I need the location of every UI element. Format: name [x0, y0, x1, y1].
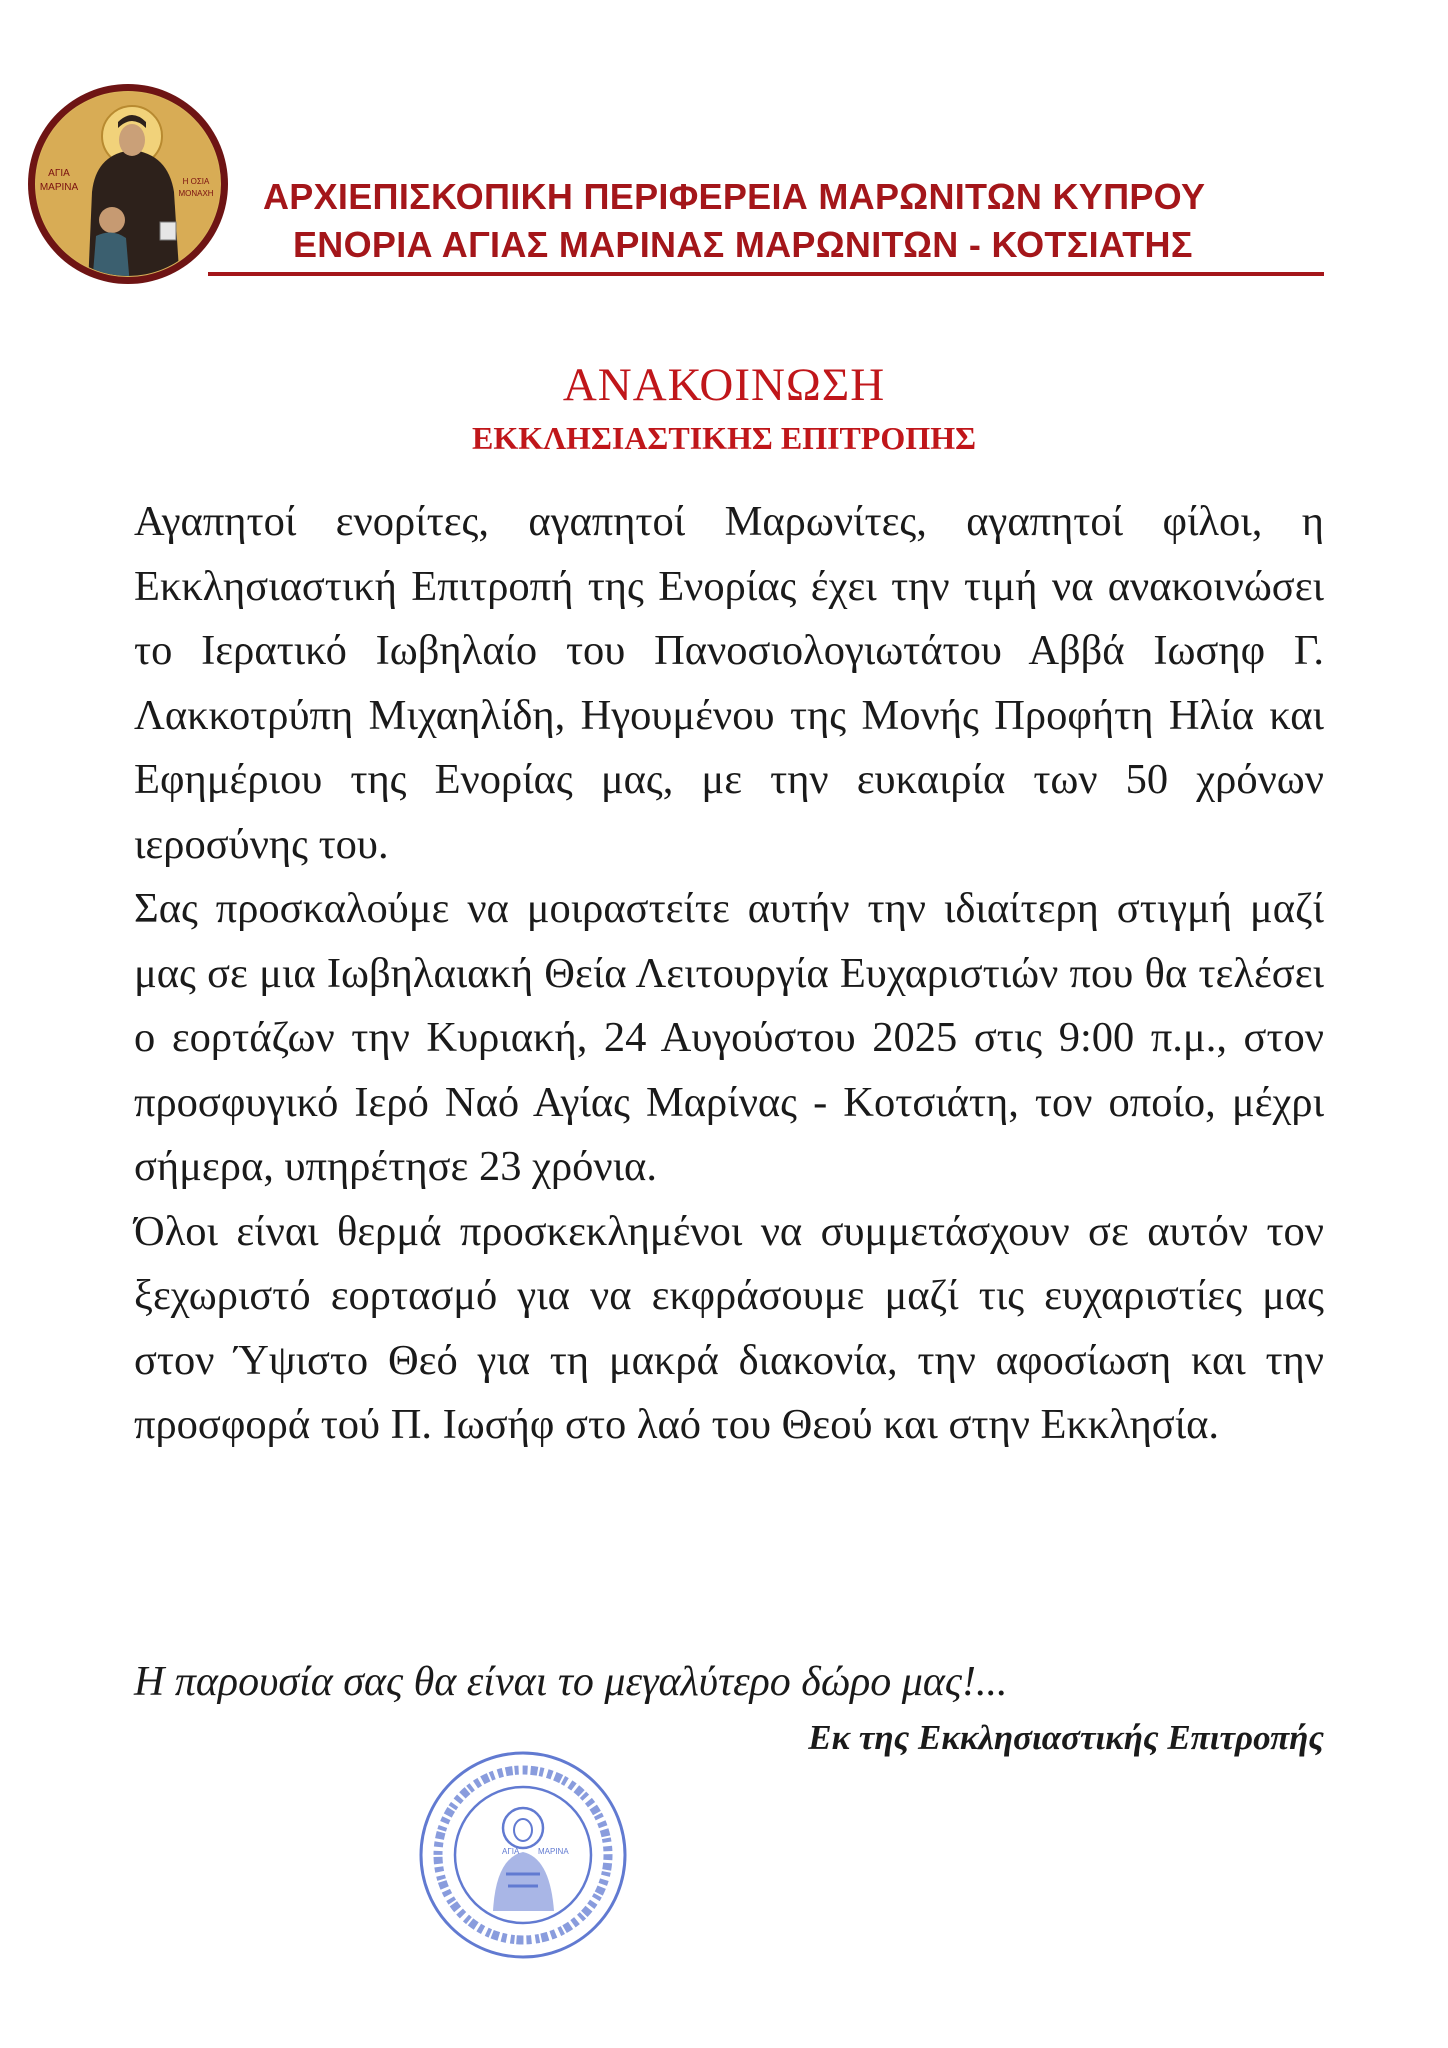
- parish-name: ΕΝΟΡΙΑ ΑΓΙΑΣ ΜΑΡΙΝΑΣ ΜΑΡΩΝΙΤΩΝ - ΚΟΤΣΙΑΤΗΣ: [293, 224, 1193, 265]
- announcement-subtitle: ΕΚΚΛΗΣΙΑΣΤΙΚΗΣ ΕΠΙΤΡΟΠΗΣ: [471, 420, 977, 456]
- header-divider: [208, 272, 1324, 276]
- svg-text:ΑΓΙΑ: ΑΓΙΑ: [48, 168, 70, 179]
- svg-text:ΜΑΡΙΝΑ: ΜΑΡΙΝΑ: [39, 182, 79, 193]
- svg-text:ΜΑΡΙΝΑ: ΜΑΡΙΝΑ: [538, 1847, 569, 1856]
- body-paragraph-2: Σας προσκαλούμε να μοιραστείτε αυτήν την ιδιαίτερη στιγμή μαζί μας σε μια Ιωβηλαιακή Θεία Λειτουργία Ευχαριστιών που θα τελέσει ο εορτάζων την Κυριακή, 24 Αυγούστου 2025 στις 9:00 π.μ., στον προσφυγικό Ιερό Ναό Αγίας Μαρίνας - Κοτσιάτη, τον οποίο, μέχρι σήμερα, υπηρέτησε 23 χρόνια.: [134, 885, 1324, 1190]
- announcement-title: ΑΝΑΚΟΙΝΩΣΗ: [562, 359, 886, 411]
- parish-logo: [26, 82, 230, 286]
- parish-stamp: [418, 1746, 628, 1964]
- svg-text:ΑΓΙΑ: ΑΓΙΑ: [502, 1847, 520, 1856]
- archdiocese-name: ΑΡΧΙΕΠΙΣΚΟΠΙΚΗ ΠΕΡΙΦΕΡΕΙΑ ΜΑΡΩΝΙΤΩΝ ΚΥΠΡΟΥ: [263, 176, 1206, 217]
- closing-line: Η παρουσία σας θα είναι το μεγαλύτερο δώρο μας!...: [134, 1659, 1008, 1705]
- signature-line: Εκ της Εκκλησιαστικής Επιτροπής: [808, 1718, 1324, 1757]
- body-paragraph-1: Αγαπητοί ενορίτες, αγαπητοί Μαρωνίτες, αγαπητοί φίλοι, η Εκκλησιαστική Επιτροπή της Ενορίας έχει την τιμή να ανακοινώσει το Ιερατικό Ιωβηλαίο του Πανοσιολογιωτάτου Αββά Ιωσηφ Γ. Λακκοτρύπη Μιχαηλίδη, Ηγουμένου της Μονής Προφήτη Ηλία και Εφημέριου της Ενορίας μας, με την ευκαιρία των 50 χρόνων ιεροσύνης του.: [134, 498, 1324, 868]
- svg-text:ΜΟΝΑΧΗ: ΜΟΝΑΧΗ: [178, 189, 214, 198]
- svg-text:Η ΟΣΙΑ: Η ΟΣΙΑ: [182, 177, 210, 186]
- announcement-body: [134, 490, 1324, 1458]
- body-paragraph-3: Όλοι είναι θερμά προσκεκλημένοι να συμμετάσχουν σε αυτόν τον ξεχωριστό εορτασμό για να εκφράσουμε μαζί τις ευχαριστίες μας στον Ύψιστο Θεό για τη μακρά διακονία, την αφοσίωση και την προσφορά τού Π. Ιωσήφ στο λαό του Θεού και στην Εκκλησία.: [134, 1207, 1324, 1448]
